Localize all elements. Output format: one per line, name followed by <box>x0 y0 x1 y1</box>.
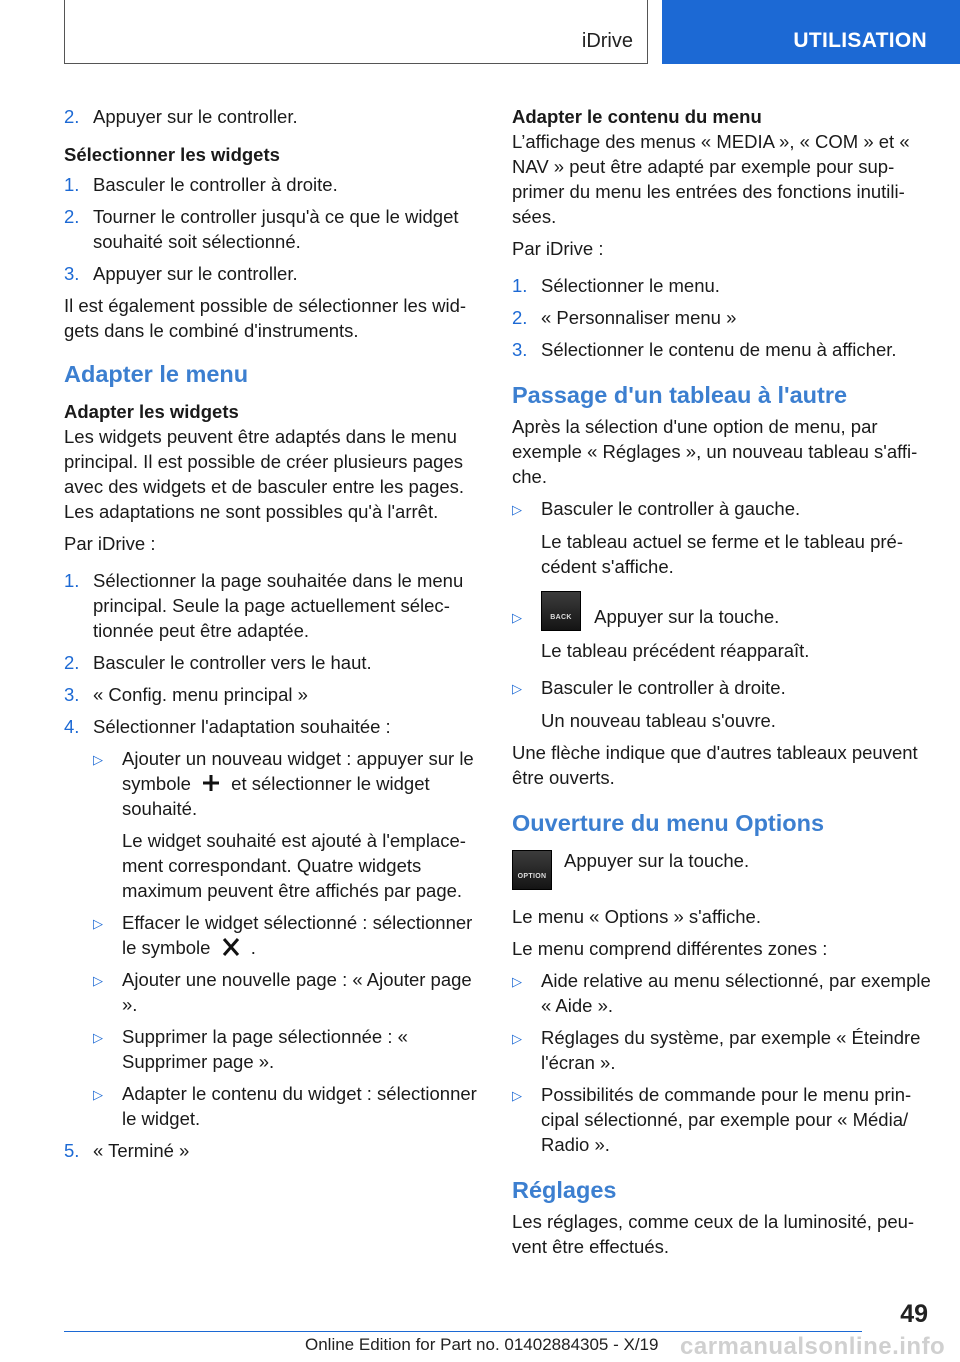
bullet-text: Ajouter une nouvelle page : « Ajouter page ». <box>122 969 472 1015</box>
list-number: 1. <box>512 275 528 296</box>
list-text: Sélectionner le menu. <box>541 275 720 296</box>
triangle-right-icon: ▷ <box>93 916 103 931</box>
page-number: 49 <box>900 1300 928 1328</box>
paragraph: Les widgets peuvent être adaptés dans le menu principal. Il est possible de créer plusieurs pages avec des widgets et de basculer entre les pages. Les adaptations ne sont possibles qu'à l'arrêt. <box>64 426 465 522</box>
triangle-right-icon: ▷ <box>93 973 103 988</box>
paragraph: Le widget souhaité est ajouté à l'emplacement correspondant. Quatre widgets maximum peuvent être affichés par page. <box>122 830 466 901</box>
list-number: 3. <box>64 263 80 284</box>
bullet-item <box>512 1082 932 1157</box>
bullet-text: Effacer le widget sélectionné : sélectionner le symbole <box>122 912 473 958</box>
subheading: Sélectionner les widgets <box>64 144 280 165</box>
list-item <box>64 714 478 739</box>
list-text: « Personnaliser menu » <box>541 307 737 328</box>
paragraph: Les réglages, comme ceux de la luminosité, peuvent être effectués. <box>512 1211 915 1257</box>
bullet-item <box>93 1081 478 1131</box>
triangle-right-icon: ▷ <box>512 1088 522 1103</box>
paragraph: Il est également possible de sélectionner les widgets dans le combiné d'instruments. <box>64 295 467 341</box>
list-text: Tourner le controller jusqu'à ce que le widget souhaité soit sélectionné. <box>93 206 459 252</box>
list-item <box>512 337 932 362</box>
list-number: 2. <box>64 652 80 673</box>
list-text: « Terminé » <box>93 1140 190 1161</box>
paragraph: Le menu comprend différentes zones : <box>512 938 828 959</box>
bullet-item <box>512 968 932 1018</box>
footer-edition: Online Edition for Part no. 01402884305 - X/19 <box>305 1335 659 1354</box>
list-item <box>64 568 478 643</box>
paragraph: Une flèche indique que d'autres tableaux peuvent être ouverts. <box>512 742 918 788</box>
list-number: 2. <box>512 307 528 328</box>
triangle-right-icon: ▷ <box>93 1087 103 1102</box>
bullet-text: Possibilités de commande pour le menu principal sélectionné, par exemple pour « Média/ Radio ». <box>541 1084 912 1155</box>
bullet-text: Ajouter un nouveau widget : appuyer sur le symbole <box>122 748 474 794</box>
list-item <box>64 1138 478 1163</box>
watermark: carmanualsonline.info <box>680 1333 946 1360</box>
list-text: Sélectionner le contenu de menu à afficher. <box>541 339 897 360</box>
paragraph: Un nouveau tableau s'ouvre. <box>541 710 776 731</box>
list-text: Basculer le controller vers le haut. <box>93 652 372 673</box>
list-text: Basculer le controller à droite. <box>93 174 338 195</box>
triangle-right-icon: ▷ <box>93 1030 103 1045</box>
list-number: 3. <box>64 684 80 705</box>
list-text: « Config. menu principal » <box>93 684 308 705</box>
plus-icon <box>196 774 226 792</box>
back-key-label: BACK <box>550 614 572 621</box>
list-item <box>64 104 478 129</box>
subheading: Adapter les widgets <box>64 401 239 422</box>
list-text: Sélectionner l'adaptation souhaitée : <box>93 716 391 737</box>
paragraph: Par iDrive : <box>512 238 604 259</box>
triangle-right-icon: ▷ <box>512 681 522 696</box>
list-text: Sélectionner la page souhaitée dans le menu principal. Seule la page actuellement sélectionnée peut être adaptée. <box>93 570 464 641</box>
header-chapter: UTILISATION <box>793 29 927 52</box>
bullet-text: Appuyer sur la touche. <box>594 606 780 627</box>
back-key-icon <box>541 591 581 631</box>
bullet-text: et sélectionner le widget souhaité. <box>122 773 430 819</box>
bullet-text: . <box>250 937 256 958</box>
paragraph: Le menu « Options » s'affiche. <box>512 906 761 927</box>
left-column <box>64 104 478 1170</box>
list-number: 3. <box>512 339 528 360</box>
bullet-text: Supprimer la page sélectionnée : « Supprimer page ». <box>122 1026 408 1072</box>
list-item <box>512 305 932 330</box>
bullet-item <box>512 1025 932 1075</box>
paragraph: L’affichage des menus « MEDIA », « COM » et « NAV » peut être adapté par exemple pour supprimer du menu les entrées des fonctions inutilisées. <box>512 131 910 227</box>
list-item <box>512 273 932 298</box>
option-key-label: OPTION <box>517 873 547 880</box>
triangle-right-icon: ▷ <box>512 974 522 989</box>
header-left-box <box>64 0 648 64</box>
bullet-item <box>512 496 932 522</box>
paragraph: Par iDrive : <box>64 533 156 554</box>
list-number: 1. <box>64 174 80 195</box>
triangle-right-icon: ▷ <box>512 610 522 625</box>
bullet-item <box>93 967 478 1017</box>
right-column <box>512 104 932 1266</box>
cross-icon <box>216 938 246 956</box>
bullet-text: Basculer le controller à gauche. <box>541 498 801 519</box>
list-number: 5. <box>64 1140 80 1161</box>
list-item <box>64 204 478 254</box>
footer-divider <box>64 1331 862 1332</box>
list-text: Appuyer sur le controller. <box>93 106 298 127</box>
list-number: 2. <box>64 206 80 227</box>
option-key-icon <box>512 850 552 890</box>
triangle-right-icon: ▷ <box>512 1031 522 1046</box>
bullet-item <box>512 675 932 701</box>
option-key-row <box>512 850 932 890</box>
section-heading: Passage d'un tableau à l'autre <box>512 382 848 408</box>
paragraph: Le tableau actuel se ferme et le tableau précédent s'affiche. <box>541 531 904 577</box>
bullet-text: Basculer le controller à droite. <box>541 677 786 698</box>
paragraph: Le tableau précédent réapparaît. <box>541 640 810 661</box>
triangle-right-icon: ▷ <box>512 502 522 517</box>
list-item <box>64 172 478 197</box>
bullet-text: Aide relative au menu sélectionné, par exemple « Aide ». <box>541 970 931 1016</box>
bullet-item <box>512 591 932 631</box>
bullet-item <box>93 910 478 960</box>
paragraph: Après la sélection d'une option de menu, par exemple « Réglages », un nouveau tableau s'affiche. <box>512 416 918 487</box>
bullet-text: Réglages du système, par exemple « Éteindre l'écran ». <box>541 1027 921 1073</box>
paragraph: Appuyer sur la touche. <box>564 850 750 871</box>
list-item <box>64 682 478 707</box>
subheading: Adapter le contenu du menu <box>512 106 762 127</box>
header-chapter-tab <box>662 0 960 64</box>
bullet-text: Adapter le contenu du widget : sélectionner le widget. <box>122 1083 477 1129</box>
list-item <box>64 650 478 675</box>
triangle-right-icon: ▷ <box>93 752 103 767</box>
list-number: 4. <box>64 716 80 737</box>
list-item <box>64 261 478 286</box>
bullet-item <box>93 746 478 821</box>
section-heading: Réglages <box>512 1177 617 1203</box>
list-number: 1. <box>64 570 80 591</box>
section-heading: Adapter le menu <box>64 361 249 387</box>
header-section: iDrive <box>581 30 633 52</box>
list-number: 2. <box>64 106 80 127</box>
bullet-item <box>93 1024 478 1074</box>
list-text: Appuyer sur le controller. <box>93 263 298 284</box>
section-heading: Ouverture du menu Options <box>512 810 825 836</box>
